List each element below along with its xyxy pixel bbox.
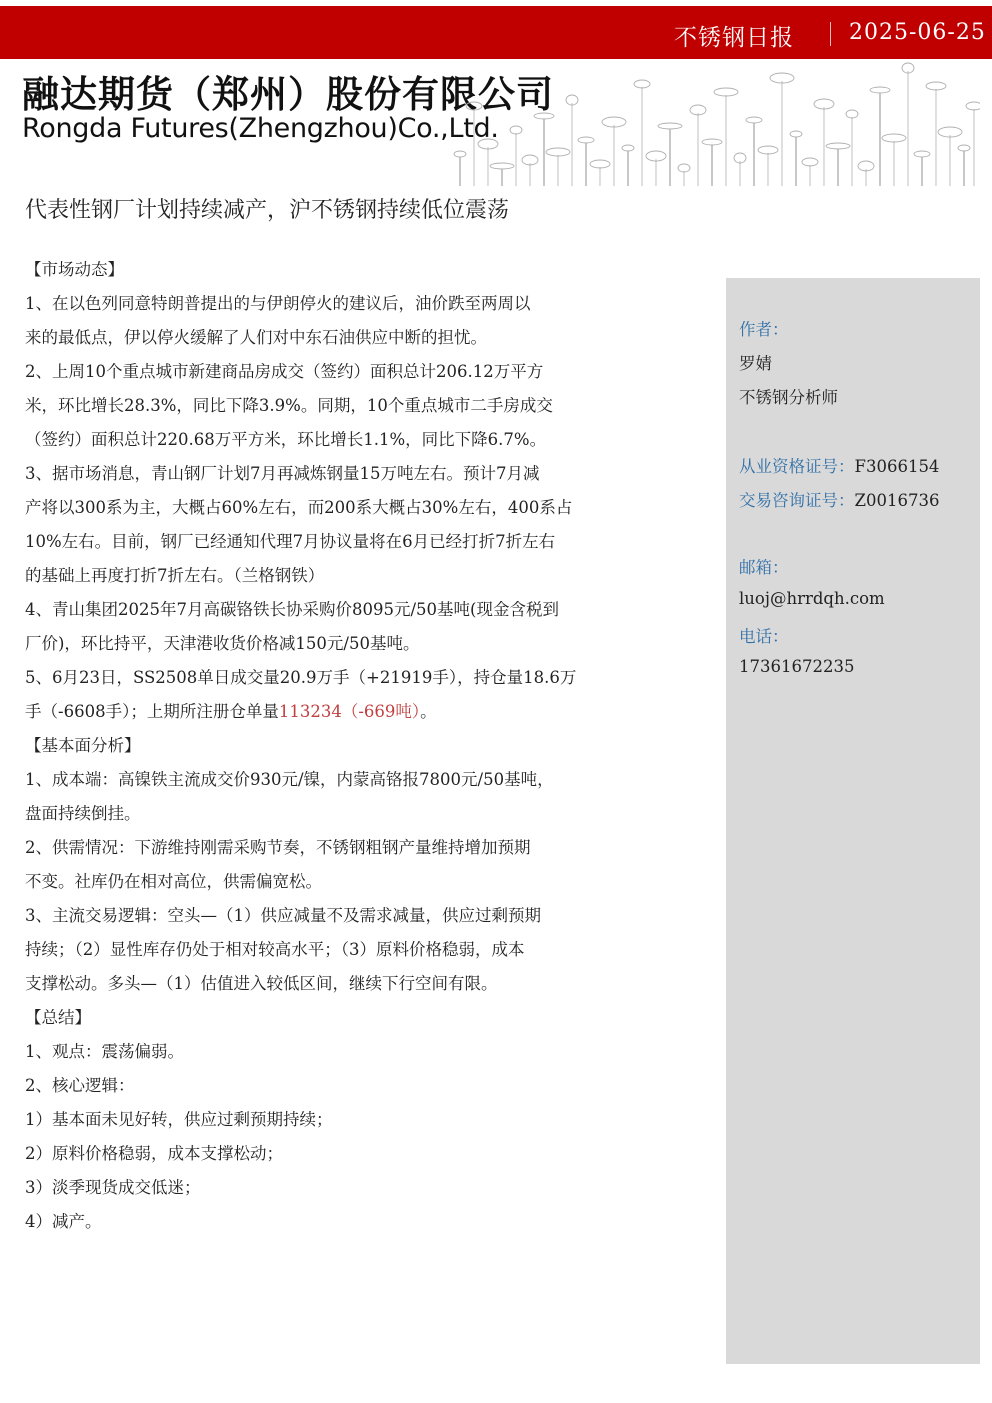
summary-line: 2、核心逻辑：	[25, 1076, 135, 1095]
fundamental-line: 3、主流交易逻辑：空头—（1）供应减量不及需求减量，供应过剩预期	[25, 906, 541, 925]
company-name-en: Rongda Futures(Zhengzhou)Co.,Ltd.	[22, 113, 499, 144]
summary-line: 2）原料价格稳弱，成本支撑松动；	[25, 1144, 283, 1163]
summary-line: 3）淡季现货成交低迷；	[25, 1178, 201, 1197]
phone-value: 17361672235	[739, 657, 855, 676]
consult-number: Z0016736	[854, 491, 940, 510]
market-news-line: 4、青山集团2025年7月高碳铬铁长协采购价8095元/50基吨(现金含税到	[25, 600, 559, 619]
line-end-punct: 。	[420, 702, 437, 721]
warehouse-receipt-value: 113234（-669吨）	[278, 702, 421, 721]
fundamental-line: 1、成本端：高镍铁主流成交价930元/镍，内蒙高铬报7800元/50基吨，	[25, 770, 554, 789]
market-news-line: 3、据市场消息，青山钢厂计划7月再减炼钢量15万吨左右。预计7月减	[25, 464, 540, 483]
summary-list	[25, 1035, 615, 1239]
fundamental-line: 不变。社库仍在相对高位，供需偏宽松。	[25, 872, 322, 891]
summary-line: 1）基本面未见好转，供应过剩预期持续；	[25, 1110, 333, 1129]
fundamental-line: 2、供需情况：下游维持刚需采购节奏，不锈钢粗钢产量维持增加预期	[25, 838, 531, 857]
market-news-last-line	[25, 695, 615, 729]
report-title: 不锈钢日报	[674, 25, 794, 51]
market-news-line: 10%左右。目前，钢厂已经通知代理7月协议量将在6月已经打折7折左右	[25, 532, 556, 551]
market-news-line: 来的最低点，伊以停火缓解了人们对中东石油供应中断的担忧。	[25, 328, 487, 347]
market-news-line: 2、上周10个重点城市新建商品房成交（签约）面积总计206.12万平方	[25, 362, 544, 381]
market-news-line: （签约）面积总计220.68万平方米，环比增长1.1%，同比下降6.7%。	[25, 430, 547, 449]
cert-number: F3066154	[854, 457, 940, 476]
market-news-line: 厂价)，环比持平，天津港收货价格减150元/50基吨。	[25, 634, 420, 653]
company-name-cn: 融达期货（郑州）股份有限公司	[22, 73, 554, 116]
email-value: luoj@hrrdqh.com	[739, 589, 885, 608]
author-title: 不锈钢分析师	[739, 388, 838, 407]
summary-line: 1、观点：震荡偏弱。	[25, 1042, 184, 1061]
summary-line: 4）减产。	[25, 1212, 102, 1231]
cert-label: 从业资格证号：	[739, 457, 855, 476]
fundamental-line: 盘面持续倒挂。	[25, 804, 141, 823]
report-headline: 代表性钢厂计划持续减产，沪不锈钢持续低位震荡	[25, 198, 510, 223]
section-heading-fundamental: 【基本面分析】	[25, 736, 141, 755]
market-news-line: 的基础上再度打折7折左右。（兰格钢铁）	[25, 566, 325, 585]
market-news-line: 5、6月23日，SS2508单日成交量20.9万手（+21919手），持仓量18.6万	[25, 668, 577, 687]
market-news-line: 米，环比增长28.3%，同比下降3.9%。同期，10个重点城市二手房成交	[25, 396, 553, 415]
author-sidebar	[726, 278, 980, 1364]
decorative-pattern	[452, 59, 980, 186]
report-body	[25, 253, 615, 1239]
phone-label: 电话：	[739, 627, 789, 646]
market-news-line: 产将以300系为主，大概占60%左右，而200系大概占30%左右，400系占	[25, 498, 573, 517]
author-label: 作者：	[739, 320, 789, 339]
author-name: 罗婧	[739, 354, 772, 373]
fundamental-line: 支撑松动。多头—（1）估值进入较低区间，继续下行空间有限。	[25, 974, 498, 993]
market-news-line: 1、在以色列同意特朗普提出的与伊朗停火的建议后，油价跌至两周以	[25, 294, 531, 313]
fundamental-list	[25, 763, 615, 1001]
consult-number-row	[739, 487, 939, 511]
consult-label: 交易咨询证号：	[739, 491, 855, 510]
warehouse-receipt-text: 手（-6608手）；上期所注册仓单量	[25, 702, 279, 721]
header-divider	[830, 22, 831, 46]
section-heading-market: 【市场动态】	[25, 260, 124, 279]
market-news-list	[25, 287, 615, 695]
fundamental-line: 持续；（2）显性库存仍处于相对较高水平；（3）原料价格稳弱，成本	[25, 940, 525, 959]
header-bar	[0, 6, 992, 59]
section-heading-summary: 【总结】	[25, 1008, 91, 1027]
cert-number-row	[739, 453, 939, 477]
report-date: 2025-06-25	[849, 20, 986, 45]
email-label: 邮箱：	[739, 558, 789, 577]
